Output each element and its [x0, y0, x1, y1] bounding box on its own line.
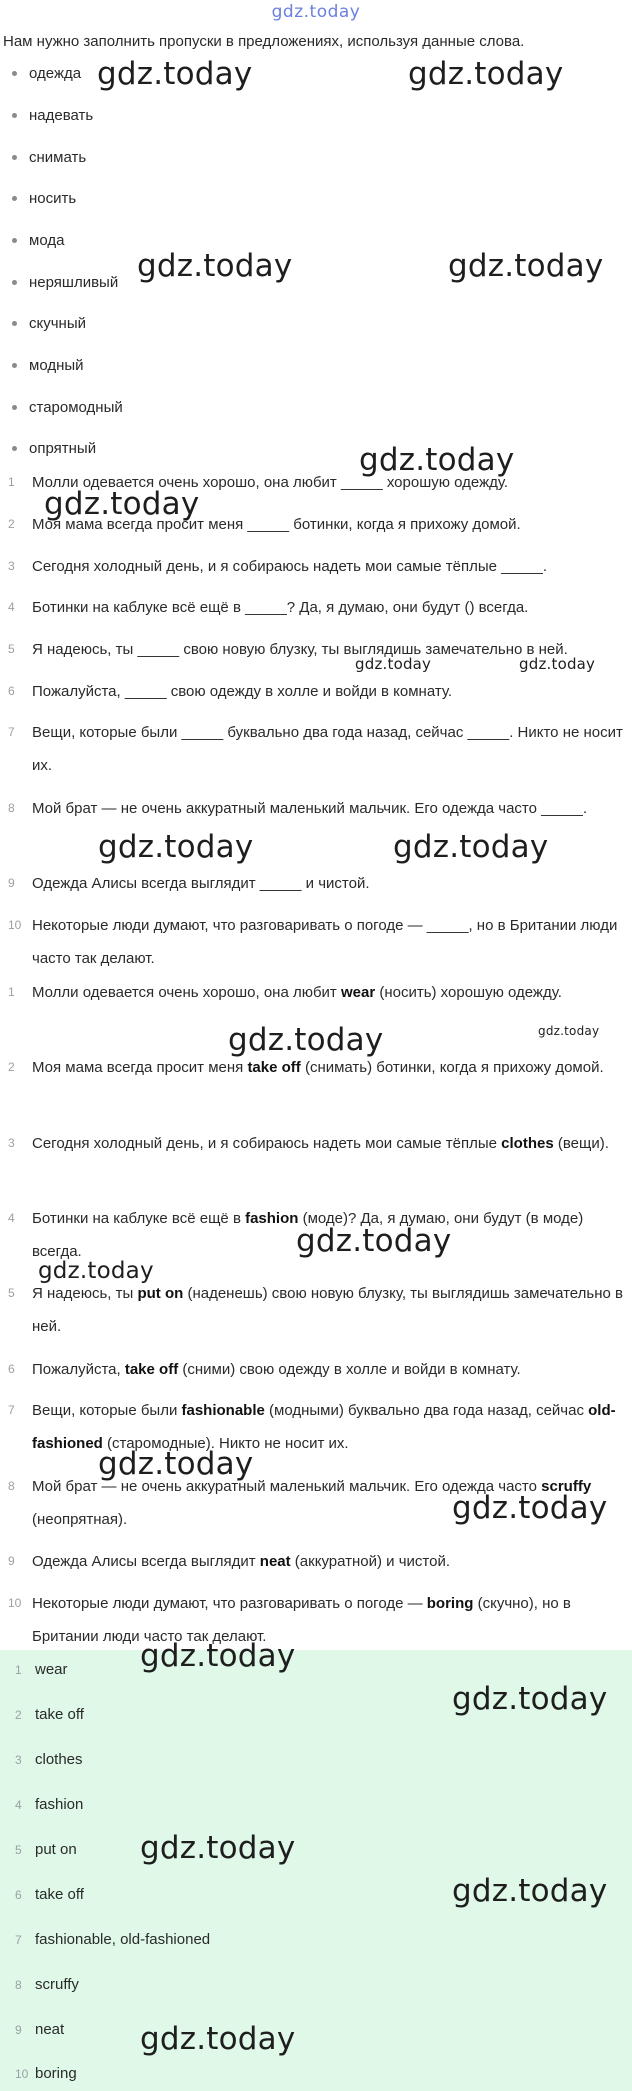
answer-key: 1 wear 2 take off 3 clothes 4 fashion 5 put on 6 take off 7 fashionable, old-fashioned 8 scruffy 9 neat 10 boring — [0, 1650, 632, 2091]
word-item: одежда — [12, 64, 81, 84]
bullet-icon — [12, 405, 17, 410]
bullet-icon — [12, 113, 17, 118]
answer-word: take off — [247, 1059, 301, 1076]
answer-word: boring — [426, 1595, 474, 1612]
watermark: gdz.today — [448, 248, 604, 284]
bullet-icon — [12, 280, 17, 285]
watermark: gdz.today — [452, 1873, 608, 1909]
watermark: gdz.today — [452, 1681, 608, 1717]
answer-word: take off — [124, 1361, 179, 1378]
bullet-icon — [12, 238, 17, 243]
answer-word: wear — [340, 984, 376, 1001]
answer-word: clothes — [501, 1135, 554, 1152]
watermark: gdz.today — [538, 1024, 600, 1038]
word-item: опрятный — [12, 439, 96, 459]
bullet-icon — [12, 446, 17, 451]
watermark: gdz.today — [140, 2021, 296, 2057]
watermark: gdz.today — [359, 442, 515, 478]
watermark: gdz.today — [408, 56, 564, 92]
watermark: gdz.today — [44, 486, 200, 522]
word-item: старомодный — [12, 398, 123, 418]
watermark: gdz.today — [393, 829, 549, 865]
watermark: gdz.today — [228, 1022, 384, 1058]
watermark: gdz.today — [97, 56, 253, 92]
word-item: неряшливый — [12, 273, 118, 293]
answer-word: neat — [259, 1553, 291, 1570]
bullet-icon — [12, 321, 17, 326]
watermark: gdz.today — [452, 1490, 608, 1526]
word-item: надевать — [12, 106, 93, 126]
word-item: скучный — [12, 314, 86, 334]
task-instruction: Нам нужно заполнить пропуски в предложениях, используя данные слова. — [3, 33, 525, 50]
bullet-icon — [12, 71, 17, 76]
answer-word: put on — [137, 1285, 184, 1302]
bullet-icon — [12, 155, 17, 160]
answer-word: fashion — [245, 1210, 299, 1227]
word-item: мода — [12, 231, 64, 251]
word-item: снимать — [12, 148, 86, 168]
site-logo[interactable]: gdz.today — [271, 2, 361, 22]
answer-word: old-fashioned — [32, 1402, 616, 1452]
word-item: носить — [12, 189, 76, 209]
watermark: gdz.today — [98, 1446, 254, 1482]
watermark: gdz.today — [519, 655, 596, 673]
watermark: gdz.today — [140, 1830, 296, 1866]
answer-word: scruffy — [541, 1478, 592, 1495]
bullet-icon — [12, 363, 17, 368]
word-item: модный — [12, 356, 84, 376]
watermark: gdz.today — [137, 248, 293, 284]
answer-word: fashionable — [181, 1402, 265, 1419]
watermark: gdz.today — [38, 1258, 154, 1284]
watermark: gdz.today — [355, 655, 432, 673]
bullet-icon — [12, 196, 17, 201]
watermark: gdz.today — [98, 829, 254, 865]
watermark: gdz.today — [296, 1223, 452, 1259]
watermark: gdz.today — [140, 1638, 296, 1674]
